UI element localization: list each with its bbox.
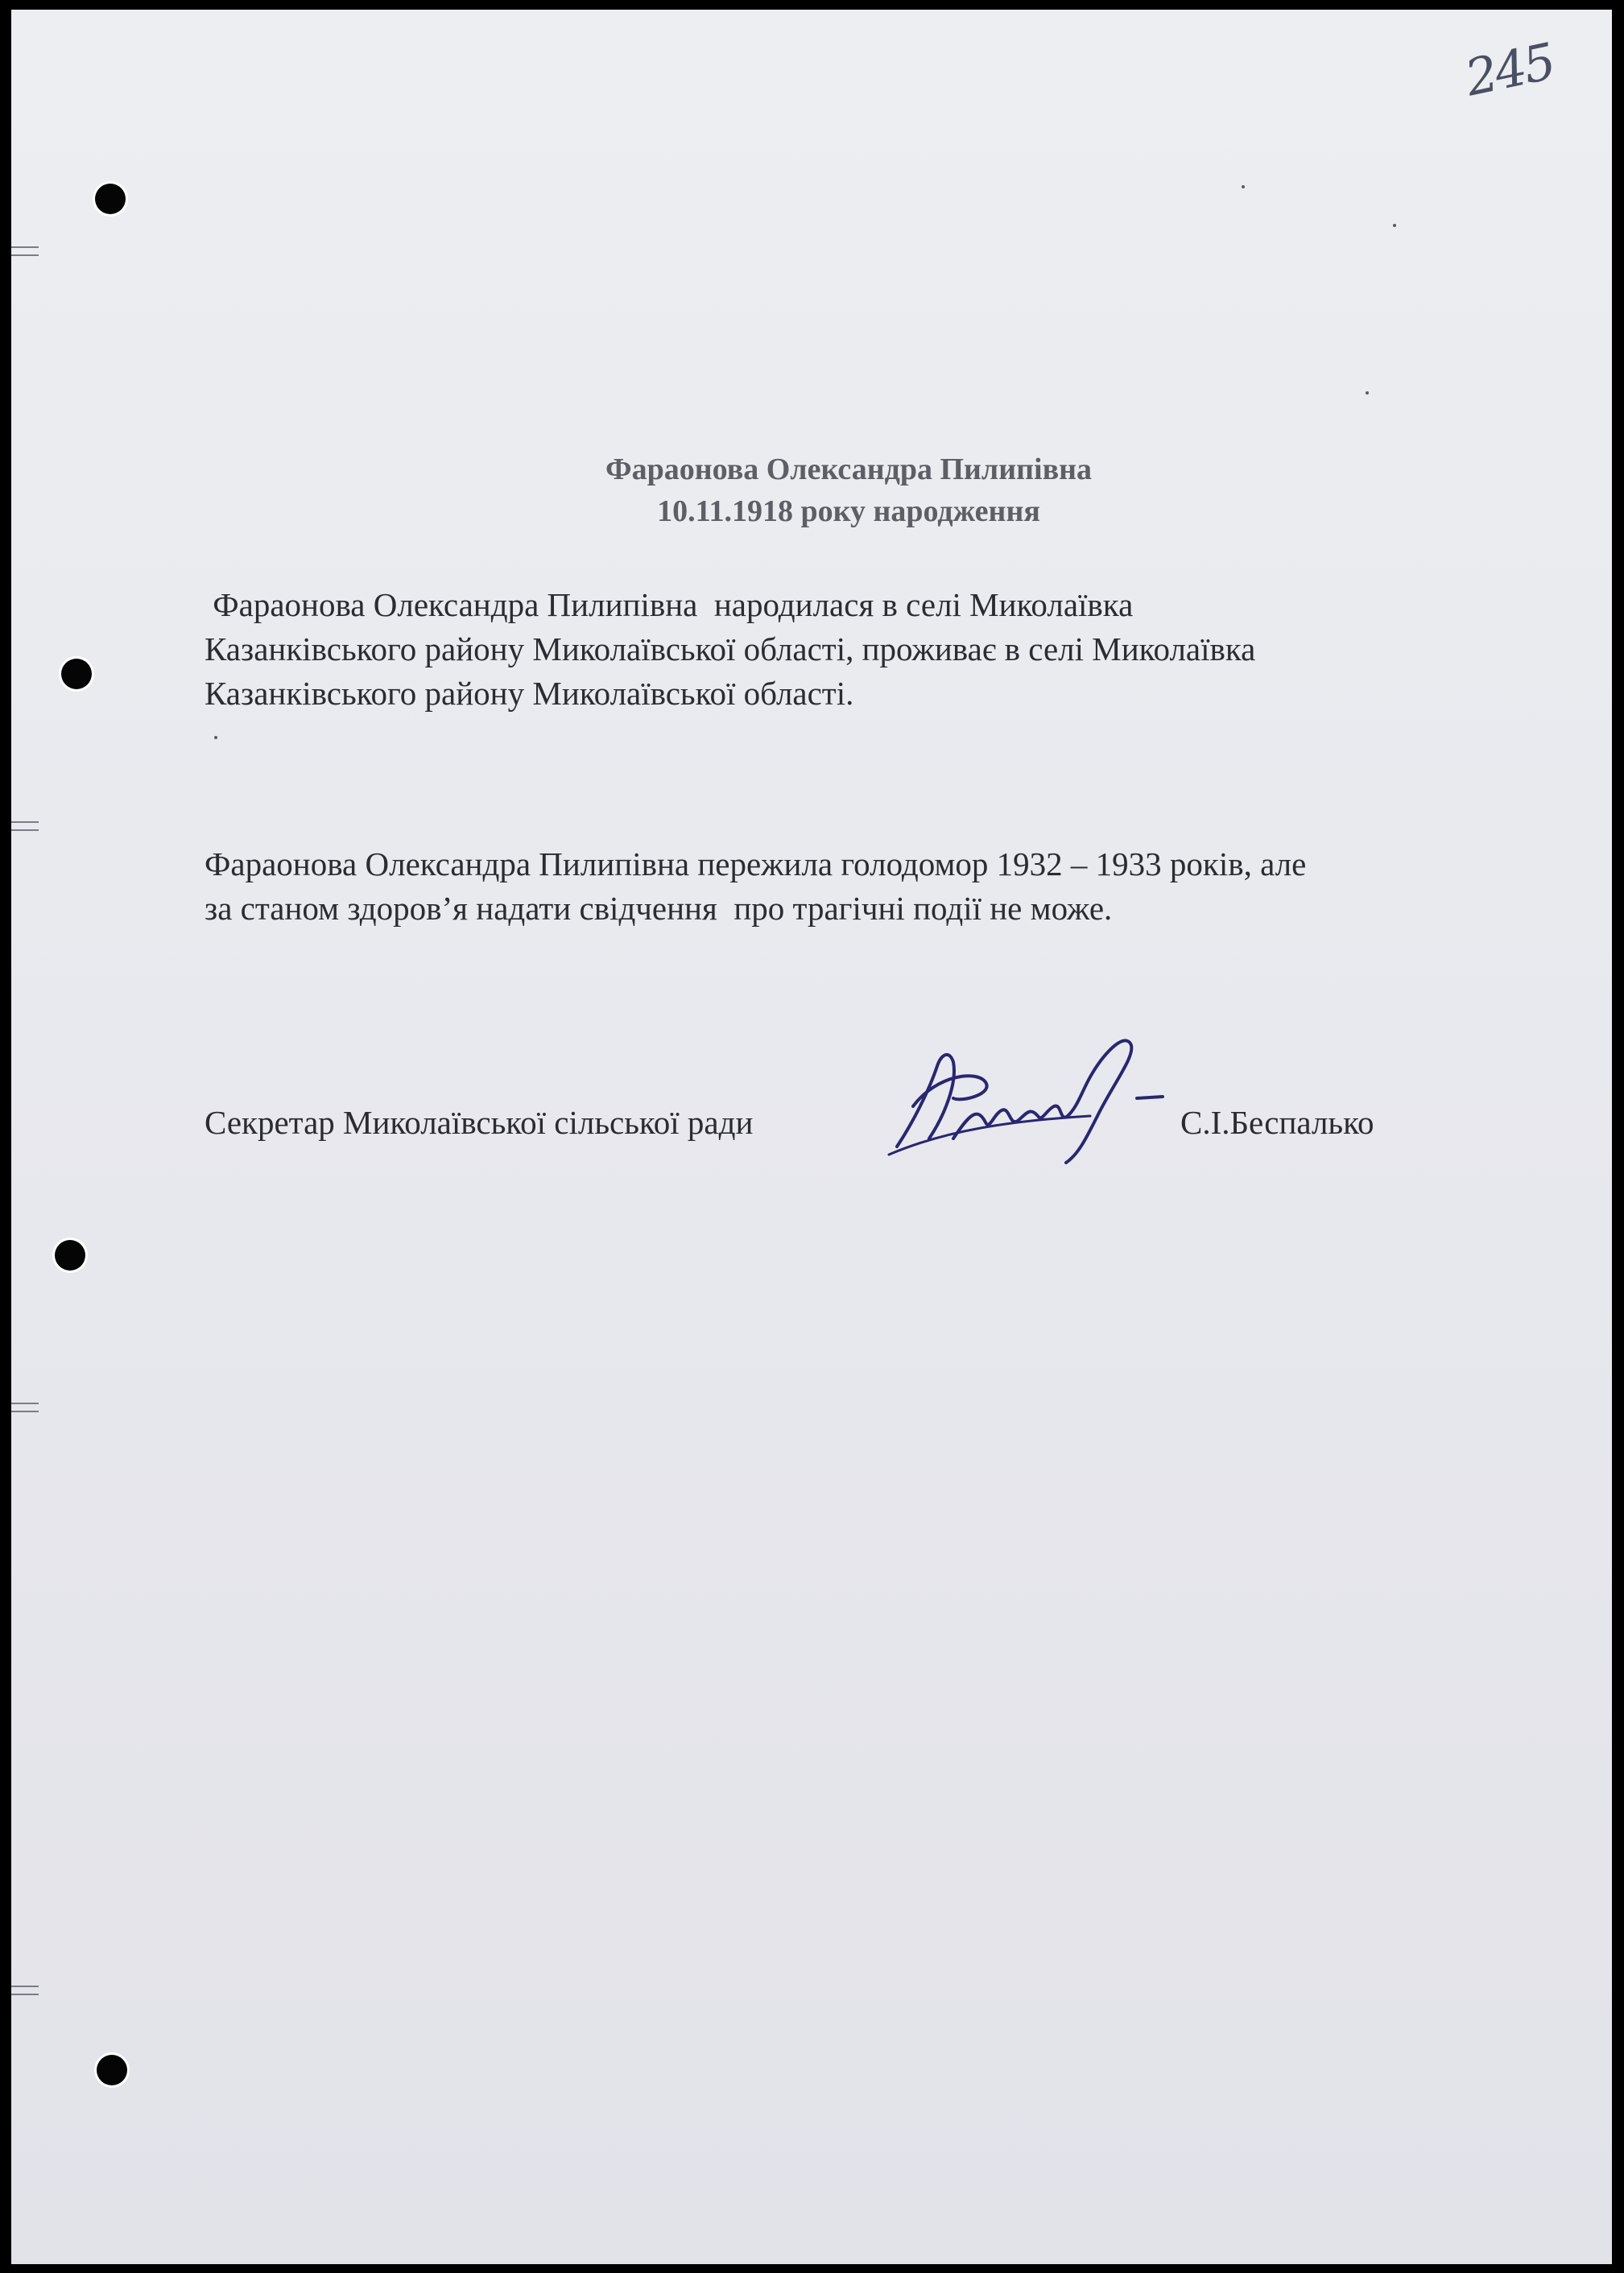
punch-hole-3 [55,1240,85,1271]
edge-mark-1 [11,246,39,256]
paragraph-residence: Фараонова Олександра Пилипівна народилася в селі Миколаївка Казанківського району Миколаївської області, проживає в селі Миколаївка Казанківського району Миколаївської області. [205,586,1256,712]
edge-mark-4 [11,1986,39,1995]
signer-name: С.І.Беспалько [1180,1104,1374,1141]
speck [1242,185,1245,188]
handwritten-signature [881,1026,1187,1179]
speck [1366,391,1369,395]
signer-role: Секретар Миколаївської сільської ради [205,1104,754,1141]
person-name-heading: Фараонова Олександра Пилипівна [605,453,1093,486]
punch-hole-4 [97,2055,127,2085]
document-heading [11,448,1612,532]
edge-mark-2 [11,821,39,831]
edge-mark-3 [11,1403,39,1412]
speck [214,736,217,739]
handwritten-page-number: 245 [1460,31,1559,108]
speck [1393,224,1396,227]
punch-hole-2 [61,659,92,689]
birth-date-heading: 10.11.1918 року народження [657,494,1040,528]
punch-hole-1 [95,184,126,214]
paragraph-testimony: Фараонова Олександра Пилипівна пережила голодомор 1932 – 1933 років, але за станом здоров’я надати свідчення про трагічні події не може. [205,845,1307,927]
document-page [11,10,1612,2264]
